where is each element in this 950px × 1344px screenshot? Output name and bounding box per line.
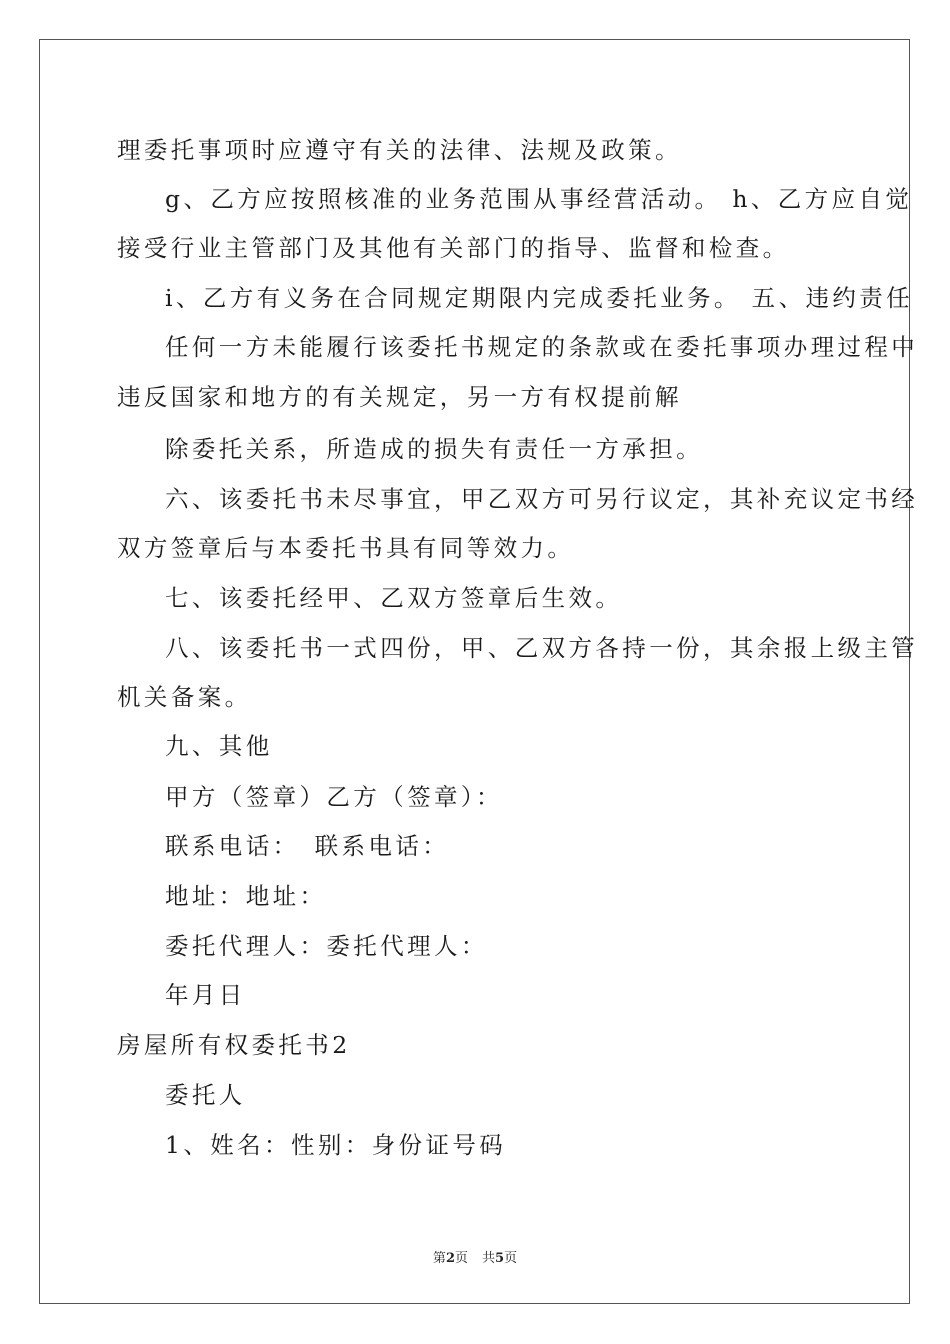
section-title: 房屋所有权委托书2 bbox=[117, 1031, 351, 1059]
text-line: 接受行业主管部门及其他有关部门的指导、监督和检查。 bbox=[117, 234, 790, 262]
footer-total-pages: 5 bbox=[495, 1251, 505, 1266]
text-line: 八、该委托书一式四份，甲、乙双方各持一份，其余报上级主管 bbox=[165, 634, 919, 662]
text-line: 1、姓名：性别：身份证号码 bbox=[165, 1131, 507, 1159]
footer-page-suffix: 页 bbox=[454, 1251, 468, 1266]
text-line: 任何一方未能履行该委托书规定的条款或在委托事项办理过程中 bbox=[165, 333, 919, 361]
page-border bbox=[39, 39, 913, 1304]
page-footer bbox=[0, 1247, 950, 1266]
text-line: 年月日 bbox=[165, 981, 246, 1009]
text-line: 双方签章后与本委托书具有同等效力。 bbox=[117, 534, 575, 562]
footer-page-number: 2 bbox=[445, 1251, 455, 1266]
text-line: g、乙方应按照核准的业务范围从事经营活动。 h、乙方应自觉 bbox=[165, 185, 913, 213]
footer-page-prefix: 第 bbox=[432, 1251, 446, 1266]
footer-total-suffix: 页 bbox=[504, 1251, 518, 1266]
text-line: 机关备案。 bbox=[117, 683, 252, 711]
text-line: i、乙方有义务在合同规定期限内完成委托业务。 五、违约责任 bbox=[165, 284, 914, 312]
text-line: 理委托事项时应遵守有关的法律、法规及政策。 bbox=[117, 136, 682, 164]
text-line: 七、该委托经甲、乙双方签章后生效。 bbox=[165, 584, 623, 612]
text-line: 委托代理人：委托代理人： bbox=[165, 932, 488, 960]
text-line: 六、该委托书未尽事宜，甲乙双方可另行议定，其补充议定书经 bbox=[165, 485, 919, 513]
text-line: 联系电话： 联系电话： bbox=[165, 832, 450, 860]
text-line: 地址：地址： bbox=[165, 882, 327, 910]
footer-total-prefix: 共 bbox=[482, 1251, 496, 1266]
text-line: 九、其他 bbox=[165, 732, 273, 760]
text-line: 甲方（签章）乙方（签章）： bbox=[165, 783, 503, 811]
text-line: 违反国家和地方的有关规定，另一方有权提前解 bbox=[117, 383, 682, 411]
text-line: 委托人 bbox=[165, 1081, 246, 1109]
text-line: 除委托关系，所造成的损失有责任一方承担。 bbox=[165, 435, 703, 463]
